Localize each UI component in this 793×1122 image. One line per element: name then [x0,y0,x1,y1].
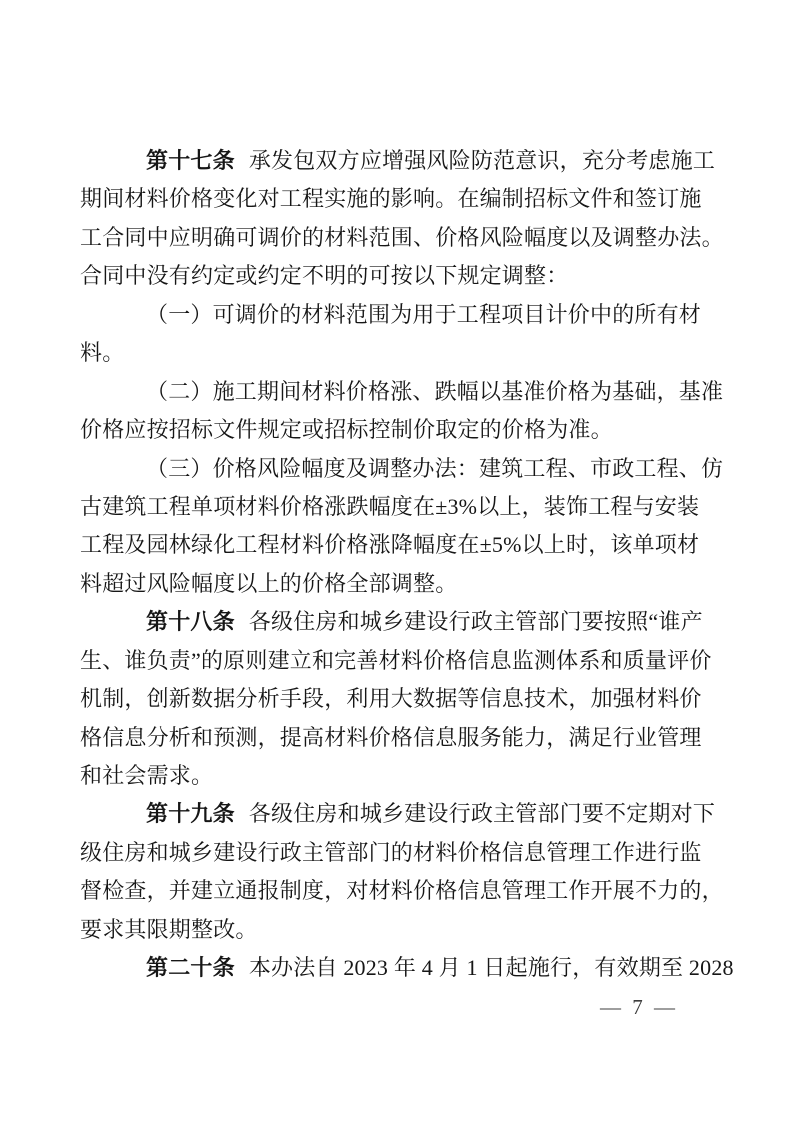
text-line [80,795,716,833]
text-line [80,603,703,641]
text-line [80,373,724,411]
text-segment: 要求其限期整改。 [80,916,258,942]
text-segment: 生、谁负责”的原则建立和完善材料价格信息监测体系和质量评价 [80,647,712,673]
text-line [80,949,734,987]
text-segment: 价格应按招标文件规定或招标控制价取定的价格为准。 [80,417,613,443]
text-line [80,257,698,295]
document-body [80,142,734,988]
text-segment: 料超过风险幅度以上的价格全部调整。 [80,570,458,596]
text-segment: 督检查，并建立通报制度，对材料价格信息管理工作开展不力的， [80,878,724,904]
text-segment: 工合同中应明确可调价的材料范围、价格风险幅度以及调整办法。 [80,224,724,250]
text-line [80,565,698,603]
text-segment: 各级住房和城乡建设行政主管部门要按照“谁产 [248,609,703,635]
text-segment: 合同中没有约定或约定不明的可按以下规定调整： [80,263,569,289]
text-segment: （二）施工期间材料价格涨、跌幅以基准价格为基础，基准 [146,378,724,404]
article-heading: 第十八条 [146,609,235,635]
text-line [80,872,724,910]
text-segment: 承发包双方应增强风险防范意识，充分考虑施工 [248,148,716,173]
text-segment: 本办法自 2023 年 4 月 1 日起施行，有效期至 2028 [248,955,734,981]
text-line [80,488,698,526]
text-line [80,296,702,334]
text-segment: （一）可调价的材料范围为用于工程项目计价中的所有材 [146,301,702,327]
text-segment: 各级住房和城乡建设行政主管部门要不定期对下 [248,801,716,827]
text-line [80,834,702,872]
article-heading: 第二十条 [146,955,235,981]
text-segment: （三）价格风险幅度及调整办法：建筑工程、市政工程、仿 [146,455,724,481]
text-line [80,450,724,488]
text-line [80,334,698,372]
text-line [80,411,698,449]
text-line [80,911,698,949]
text-segment: 工程及园林绿化工程材料价格涨降幅度在±5%以上时，该单项材 [80,532,700,558]
text-segment: 级住房和城乡建设行政主管部门的材料价格信息管理工作进行监 [80,839,702,865]
text-segment: 古建筑工程单项材料价格涨跌幅度在±3%以上，装饰工程与安装 [80,493,700,519]
text-line [80,219,724,257]
article-heading: 第十七条 [146,148,235,173]
text-segment: 料。 [80,340,125,366]
text-segment: 和社会需求。 [80,763,214,788]
text-line [80,642,712,680]
text-segment: 格信息分析和预测，提高材料价格信息服务能力，满足行业管理 [80,724,702,750]
text-line [80,680,702,718]
text-line [80,142,716,180]
text-line [80,757,698,795]
text-segment: 机制，创新数据分析手段，利用大数据等信息技术，加强材料价 [80,686,702,712]
page-number: — 7 — [600,995,678,1019]
text-line [80,719,702,757]
text-line [80,526,698,564]
article-heading: 第十九条 [146,801,235,827]
text-line [80,180,702,218]
text-segment: 期间材料价格变化对工程实施的影响。在编制招标文件和签订施 [80,186,702,212]
